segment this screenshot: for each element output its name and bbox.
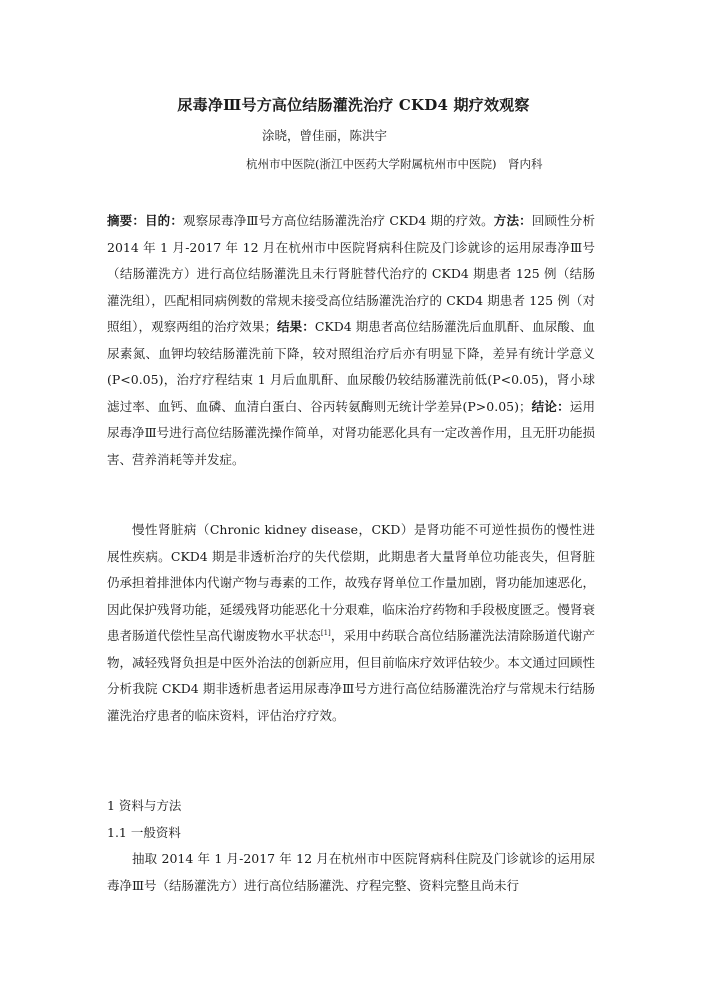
- conclusion-text: 运用尿毒净Ⅲ号进行高位结肠灌洗操作简单，对肾功能恶化具有一定改善作用，且无肝功能损害、营养消耗等并发症。: [107, 398, 595, 467]
- methods-label: 方法：: [493, 213, 532, 228]
- intro-text-after-ref: ，采用中药联合高位结肠灌洗法清除肠道代谢产物，减轻残肾负担是中医外治法的创新应用，但目前临床疗效评估较少。本文通过回顾性分析我院 CKD4 期非透析患者运用尿毒净Ⅲ号方进行高位结肠灌洗治疗与常规未行结肠灌洗治疗患者的临床资料，评估治疗疗效。: [107, 628, 595, 723]
- general-data-paragraph: 抽取 2014 年 1 月-2017 年 12 月在杭州市中医院肾病科住院及门诊就诊的运用尿毒净Ⅲ号（结肠灌洗方）进行高位结肠灌洗、疗程完整、资料完整且尚未行: [107, 851, 595, 893]
- intro-text-before-ref: 慢性肾脏病（Chronic kidney disease，CKD）是肾功能不可逆性损伤的慢性进展性疾病。CKD4 期是非透析治疗的失代偿期，此期患者大量肾单位功能丧失，但肾脏仍承担着排泄体内代谢产物与毒素的工作，故残存肾单位工作量加剧，肾功能加速恶化，因此保护残肾功能，延缓残肾功能恶化十分艰难，临床治疗药物和手段极度匮乏。慢肾衰患者肠道代偿性呈高代谢废物水平状态: [107, 522, 595, 643]
- abstract-paragraph: [107, 208, 595, 473]
- results-label: 结果：: [276, 319, 315, 334]
- abstract-label: 摘要：: [107, 213, 146, 228]
- author-list: 涂晓，曾佳丽，陈洪宇: [262, 128, 388, 143]
- paper-title: 尿毒净Ⅲ号方高位结肠灌洗治疗 CKD4 期疗效观察: [177, 96, 530, 114]
- subsection-heading-general-data: 1.1 一般资料: [107, 825, 181, 840]
- introduction-paragraph: [107, 517, 595, 729]
- conclusion-label: 结论：: [531, 398, 570, 414]
- author-affiliation: 杭州市中医院(浙江中医药大学附属杭州市中医院) 肾内科: [246, 157, 543, 171]
- citation-ref: [1]: [320, 628, 331, 637]
- methods-text: 回顾性分析 2014 年 1 月-2017 年 12 月在杭州市中医院肾病科住院及门诊就诊的运用尿毒净Ⅲ号（结肠灌洗方）进行高位结肠灌洗且未行肾脏替代治疗的 CKD4 期患者 125 例（结肠灌洗组），匹配相同病例数的常规未接受高位结肠灌洗治疗的 CKD4 期患者 125 例（对照组），观察两组的治疗效果；: [107, 213, 595, 334]
- section-heading-materials-methods: 1 资料与方法: [107, 798, 182, 813]
- objective-text: 观察尿毒净Ⅲ号方高位结肠灌洗治疗 CKD4 期的疗效。: [183, 213, 494, 228]
- objective-label: 目的：: [145, 213, 184, 228]
- results-text: CKD4 期患者高位结肠灌洗后血肌酐、血尿酸、血尿素氮、血钾均较结肠灌洗前下降，较对照组治疗后亦有明显下降，差异有统计学意义(P<0.05)，治疗疗程结束 1 月后血肌酐、血尿酸仍较结肠灌洗前低(P<0.05)，肾小球滤过率、血钙、血磷、血清白蛋白、谷丙转氨酶则无统计学差异(P>0.05)；: [107, 319, 595, 414]
